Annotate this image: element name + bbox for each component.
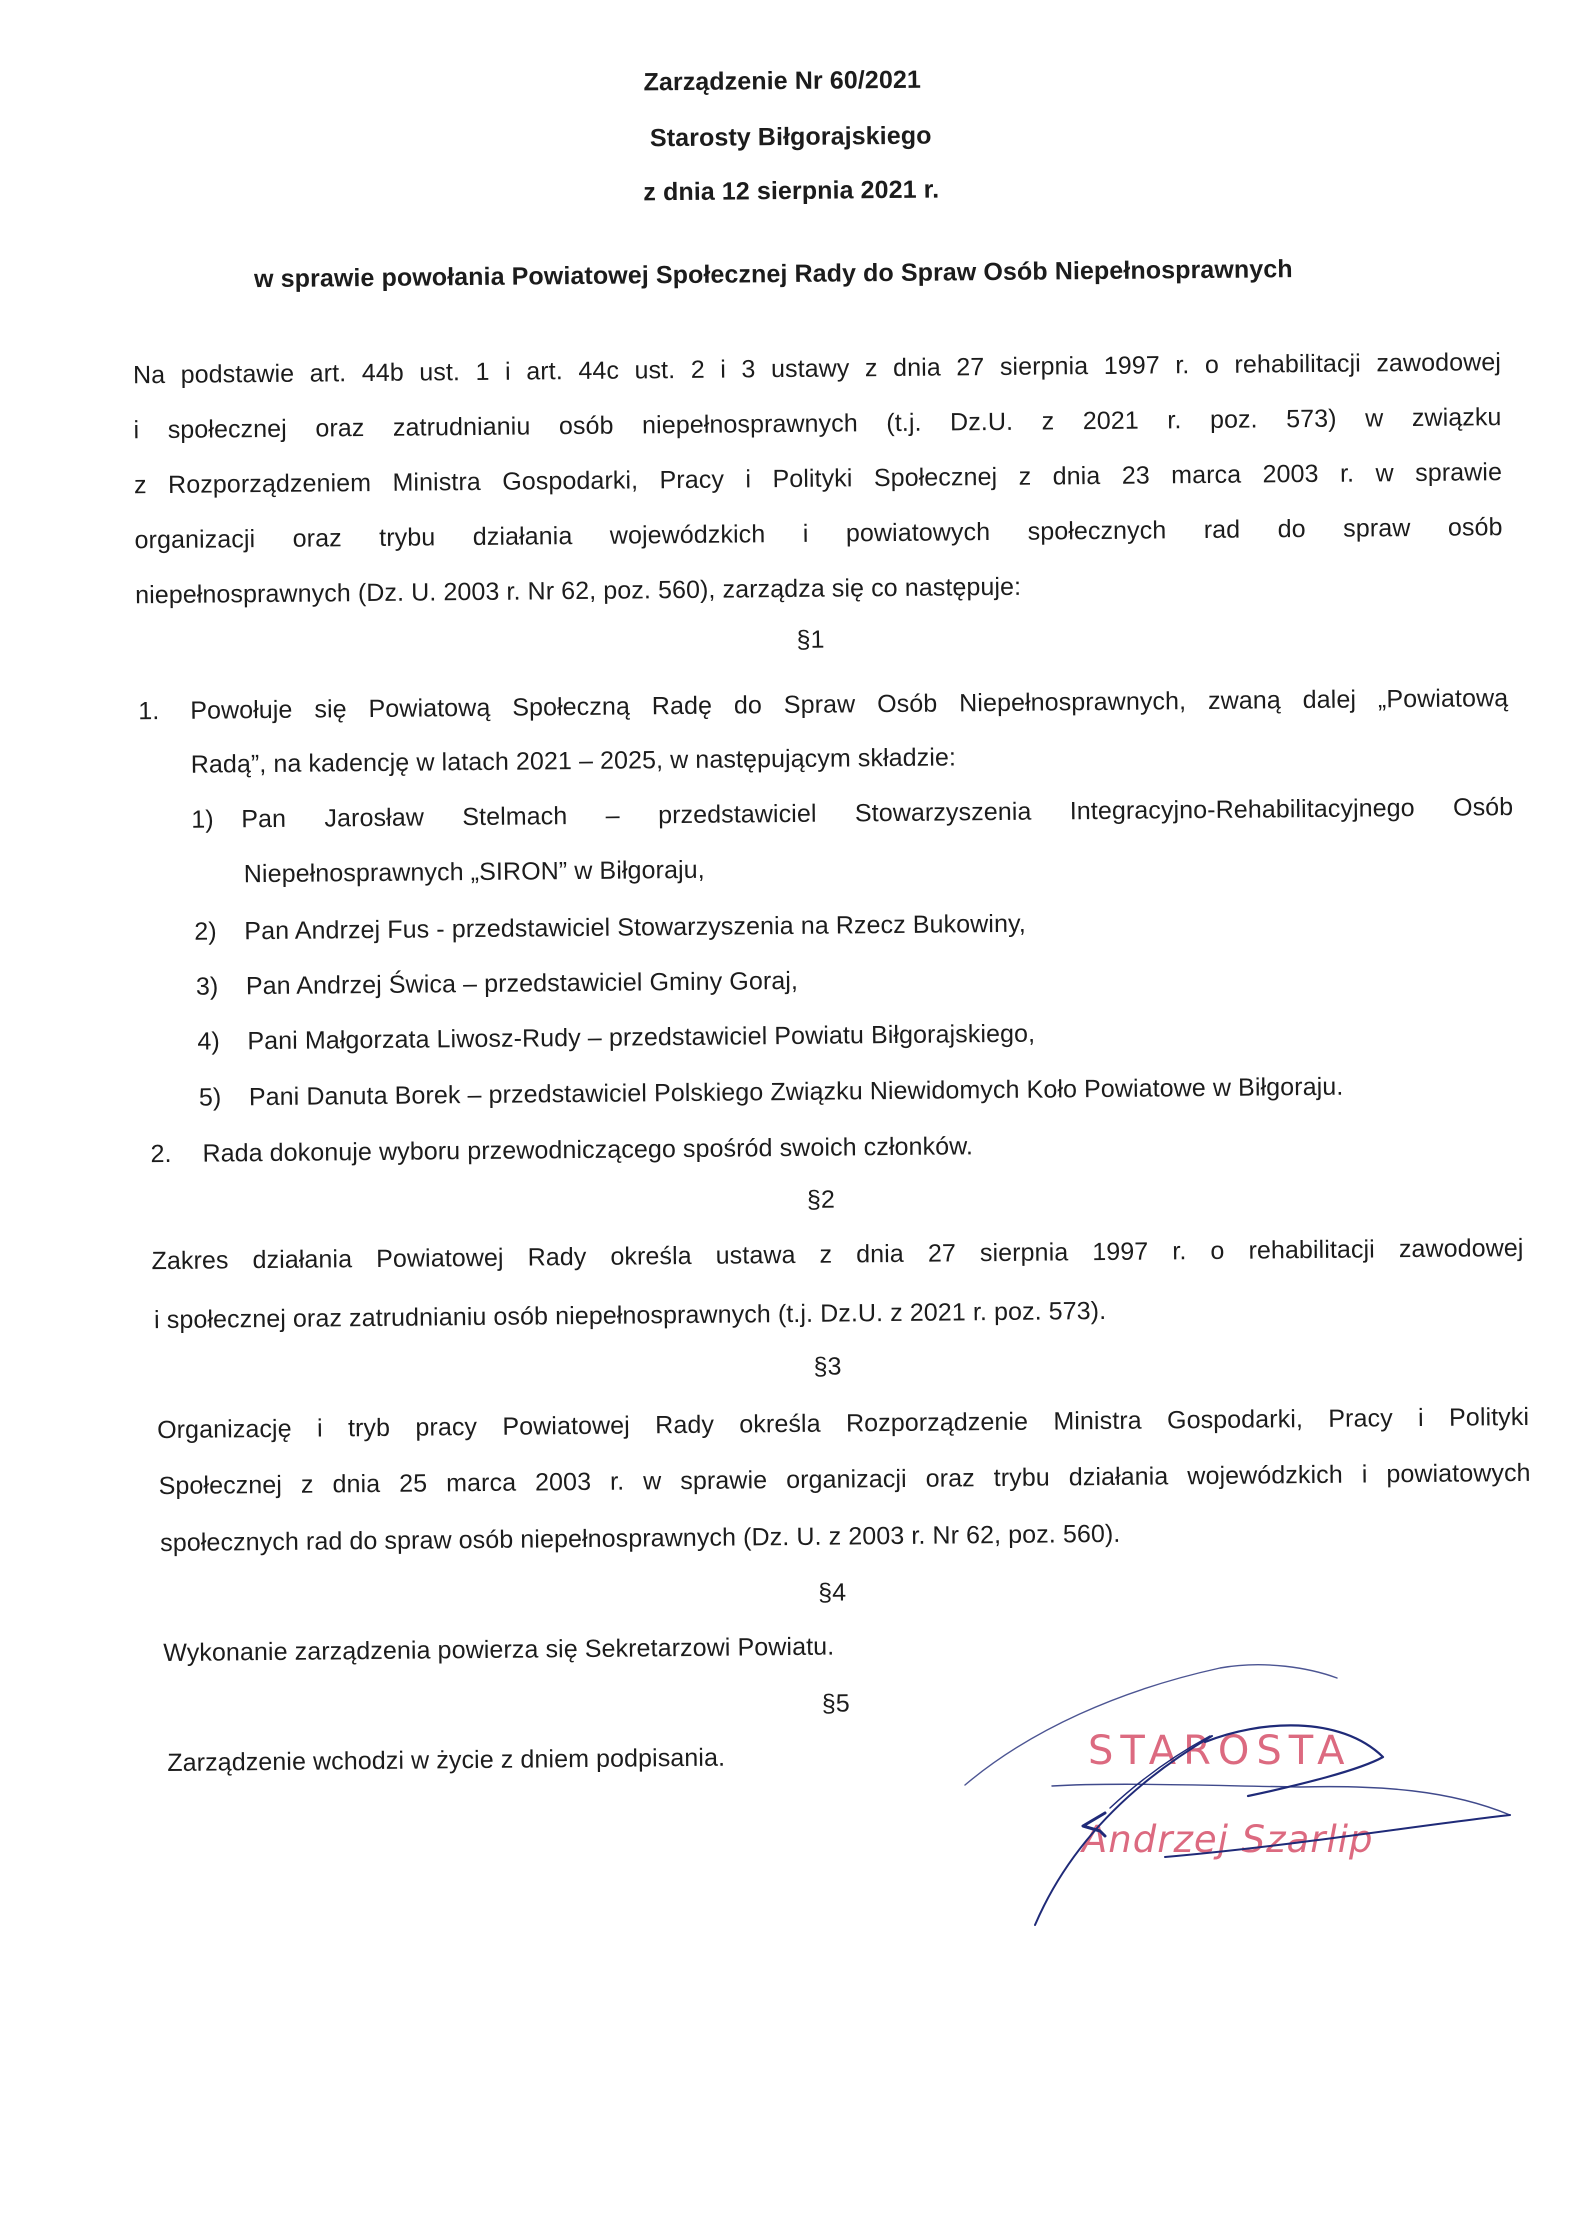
member-number: 3) [195, 972, 219, 1001]
starosta-stamp-name: Andrzej Szarlip [1082, 1818, 1374, 1861]
order-issuer: Starosty Biłgorajskiego [649, 121, 932, 153]
member-entry: Pan Andrzej Fus - przedstawiciel Stowarzyszenia na Rzecz Bukowiny, [244, 909, 1026, 946]
section-text-line: społecznych rad do spraw osób niepełnosprawnych (Dz. U. z 2003 r. Nr 62, poz. 560). [160, 1519, 1121, 1558]
member-entry: Pan Andrzej Świca – przedstawiciel Gminy Goraj, [245, 966, 799, 1001]
order-title: Zarządzenie Nr 60/2021 [643, 65, 922, 97]
section-text-line: i społecznej oraz zatrudnianiu osób niepełnosprawnych (t.j. Dz.U. z 2021 r. poz. 573). [153, 1296, 1107, 1335]
section-mark: §2 [806, 1185, 836, 1214]
member-number: 1) [191, 805, 214, 834]
point-text: Radą”, na kadencję w latach 2021 – 2025, w następującym składzie: [190, 743, 957, 779]
member-entry: Pan Jarosław Stelmach – przedstawiciel Stowarzyszenia Integracyjno-Rehabilitacyjnego Osób [241, 793, 1514, 834]
preamble-line: organizacji oraz trybu działania wojewódzkich i powiatowych społecznych rad do spraw osób [134, 513, 1503, 555]
member-entry: Niepełnosprawnych „SIRON” w Biłgoraju, [243, 855, 705, 889]
member-entry: Pani Małgorzata Liwosz-Rudy – przedstawiciel Powiatu Biłgorajskiego, [247, 1019, 1036, 1056]
section-text-line: Zakres działania Powiatowej Rady określa ustawa z dnia 27 sierpnia 1997 r. o rehabilitacji zawodowej [151, 1233, 1524, 1276]
preamble-line: niepełnosprawnych (Dz. U. 2003 r. Nr 62, poz. 560), zarządza się co następuje: [134, 572, 1022, 610]
member-entry: Pani Danuta Borek – przedstawiciel Polskiego Związku Niewidomych Koło Powiatowe w Biłgoraju. [248, 1072, 1344, 1112]
section-text-line: Społecznej z dnia 25 marca 2003 r. w sprawie organizacji oraz trybu działania wojewódzkich i powiatowych [158, 1458, 1531, 1501]
list-number: 1. [138, 697, 160, 726]
section-text-line: Organizację i tryb pracy Powiatowej Rady określa Rozporządzenie Ministra Gospodarki, Pracy i Polityki [157, 1402, 1530, 1445]
preamble-line: Na podstawie art. 44b ust. 1 i art. 44c ust. 2 i 3 ustawy z dnia 27 sierpnia 1997 r. o rehabilitacji zawodowej [132, 348, 1502, 390]
preamble-line: i społecznej oraz zatrudnianiu osób niepełnosprawnych (t.j. Dz.U. z 2021 r. poz. 573) w związku [133, 403, 1502, 445]
section-text-line: Zarządzenie wchodzi w życie z dniem podpisania. [167, 1743, 726, 1778]
order-date: z dnia 12 sierpnia 2021 r. [643, 175, 940, 207]
list-number: 2. [150, 1139, 172, 1169]
section-mark: §5 [821, 1689, 850, 1718]
section-mark: §4 [818, 1578, 847, 1607]
member-number: 2) [194, 917, 217, 946]
section-text-line: Wykonanie zarządzenia powierza się Sekretarzowi Powiatu. [163, 1632, 835, 1668]
preamble-line: z Rozporządzeniem Ministra Gospodarki, Pracy i Polityki Społecznej z dnia 23 marca 2003 r. w sprawie [133, 458, 1503, 500]
section-mark: §1 [796, 625, 825, 654]
point-text: Powołuje się Powiatową Społeczną Radę do Spraw Osób Niepełnosprawnych, zwaną dalej „Powiatową [190, 684, 1509, 725]
member-number: 5) [198, 1083, 222, 1112]
point-text: Rada dokonuje wyboru przewodniczącego spośród swoich członków. [202, 1132, 974, 1168]
order-subject: w sprawie powołania Powiatowej Społecznej Rady do Spraw Osób Niepełnosprawnych [253, 255, 1293, 294]
starosta-stamp-title: STAROSTA [1088, 1728, 1352, 1774]
member-number: 4) [197, 1027, 220, 1056]
section-mark: §3 [813, 1352, 842, 1381]
